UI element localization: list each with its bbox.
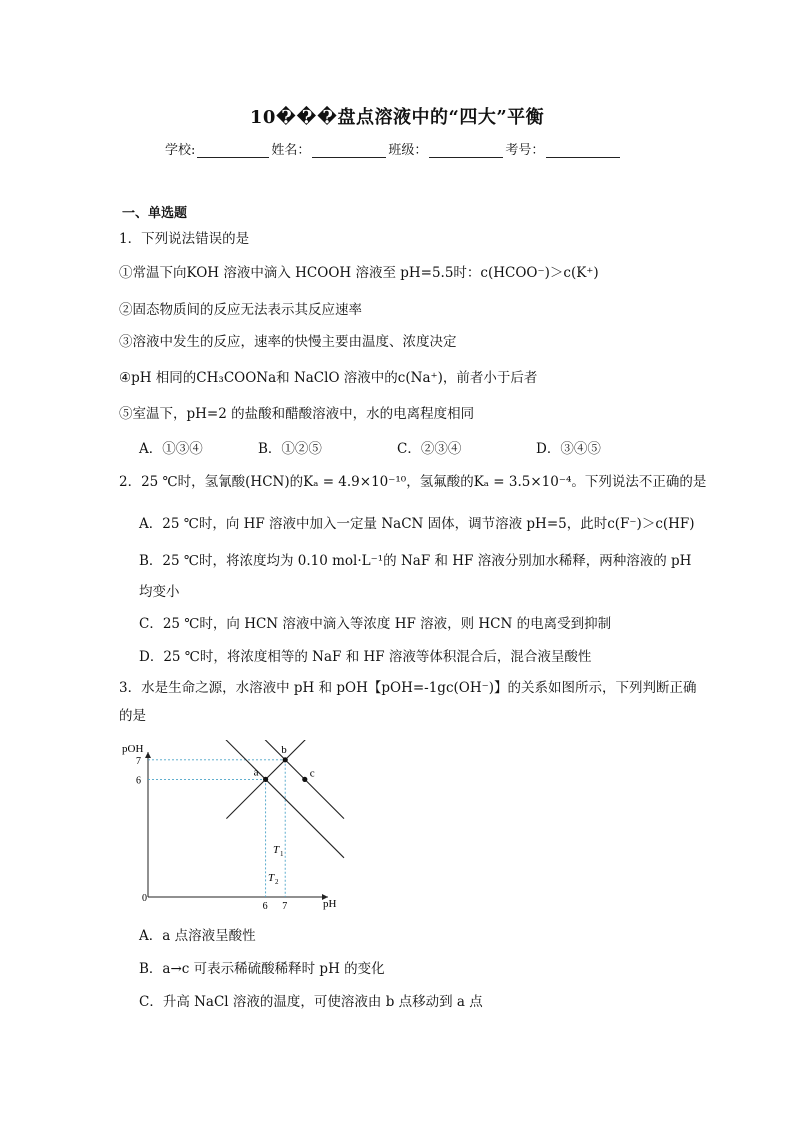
q1-option-c[interactable]: C．②③④ [397,441,462,457]
origin-label: 0 [142,893,147,904]
page-title: 10���盘点溶液中的“四大”平衡 [249,107,545,128]
q2-option-b-cont: 均变小 [139,584,180,600]
q3-option-b[interactable]: B．a→c 可表示稀硫酸稀释时 pH 的变化 [139,961,385,977]
name-blank [312,144,386,158]
number-blank [546,144,620,158]
curve-label-t2 [268,872,279,886]
q2-option-d[interactable]: D．25 ℃时，将浓度相等的 NaF 和 HF 溶液等体积混合后，混合液呈酸性 [139,649,592,665]
x-tick-label: 7 [282,901,288,912]
ph-poh-chart [118,740,358,915]
y-tick-label: 6 [136,775,141,787]
svg-text:2: 2 [275,878,279,886]
q1-statement-5: ⑤室温下，pH=2 的盐酸和醋酸溶液中，水的电离程度相同 [119,406,475,422]
svg-text:T: T [273,844,280,856]
school-blank [197,144,269,158]
q1-option-a[interactable]: A．①③④ [139,441,203,457]
section-heading: 一、单选题 [122,206,188,221]
q3-stem: 3．水是生命之源，水溶液中 pH 和 pOH【pOH=-1gc(OH⁻)】的关系如图所示，下列判断正确 [119,680,697,696]
q1-option-d[interactable]: D．③④⑤ [536,441,601,457]
q3-stem-cont: 的是 [119,708,146,724]
x-axis-label: pH [323,898,337,910]
q3-option-a[interactable]: A．a 点溶液呈酸性 [139,928,256,944]
point-label-c: c [309,767,315,780]
class-blank [429,144,503,158]
q1-stem: 1．下列说法错误的是 [119,231,250,247]
q2-stem: 2．25 ℃时，氢氰酸(HCN)的Kₐ = 4.9×10⁻¹⁰，氢氟酸的Kₐ = 3.5×10⁻⁴。下列说法不正确的是 [119,474,707,490]
number-label: 考号： [505,143,545,158]
q3-option-c[interactable]: C．升高 NaCl 溶液的温度，可使溶液由 b 点移动到 a 点 [139,994,483,1010]
q1-statement-1: ①常温下向KOH 溶液中滴入 HCOOH 溶液至 pH=5.5时：c(HCOO⁻)＞c(K⁺) [119,265,599,281]
school-label: 学校: [165,143,196,158]
q1-option-b[interactable]: B．①②⑤ [258,441,322,457]
svg-text:T: T [268,872,275,884]
point-label-a: a [253,766,259,779]
point-a [263,777,268,782]
curve-label-t1 [273,844,284,858]
name-label: 姓名： [271,143,311,158]
point-b [283,757,288,762]
student-info-row [165,139,622,158]
q2-option-a[interactable]: A．25 ℃时，向 HF 溶液中加入一定量 NaCN 固体，调节溶液 pH=5，此时c(F⁻)＞c(HF) [139,516,695,532]
class-label: 班级： [388,143,428,158]
q2-option-b[interactable]: B．25 ℃时，将浓度均为 0.10 mol·L⁻¹的 NaF 和 HF 溶液分别加水稀释，两种溶液的 pH [139,553,692,569]
chart-axes [148,752,328,897]
y-tick-label: 7 [136,755,141,767]
point-c [302,777,307,782]
y-axis-label: pOH [122,743,144,755]
svg-text:1: 1 [280,850,284,858]
q1-statement-3: ③溶液中发生的反应，速率的快慢主要由温度、浓度决定 [119,334,457,350]
q2-option-c[interactable]: C．25 ℃时，向 HCN 溶液中滴入等浓度 HF 溶液，则 HCN 的电离受到抑制 [139,616,612,632]
q1-statement-4: ④pH 相同的CH₃COONa和 NaClO 溶液中的c(Na⁺)，前者小于后者 [119,370,538,386]
point-label-b: b [281,743,287,756]
x-tick-label: 6 [262,901,268,912]
q1-statement-2: ②固态物质间的反应无法表示其反应速率 [119,302,362,318]
